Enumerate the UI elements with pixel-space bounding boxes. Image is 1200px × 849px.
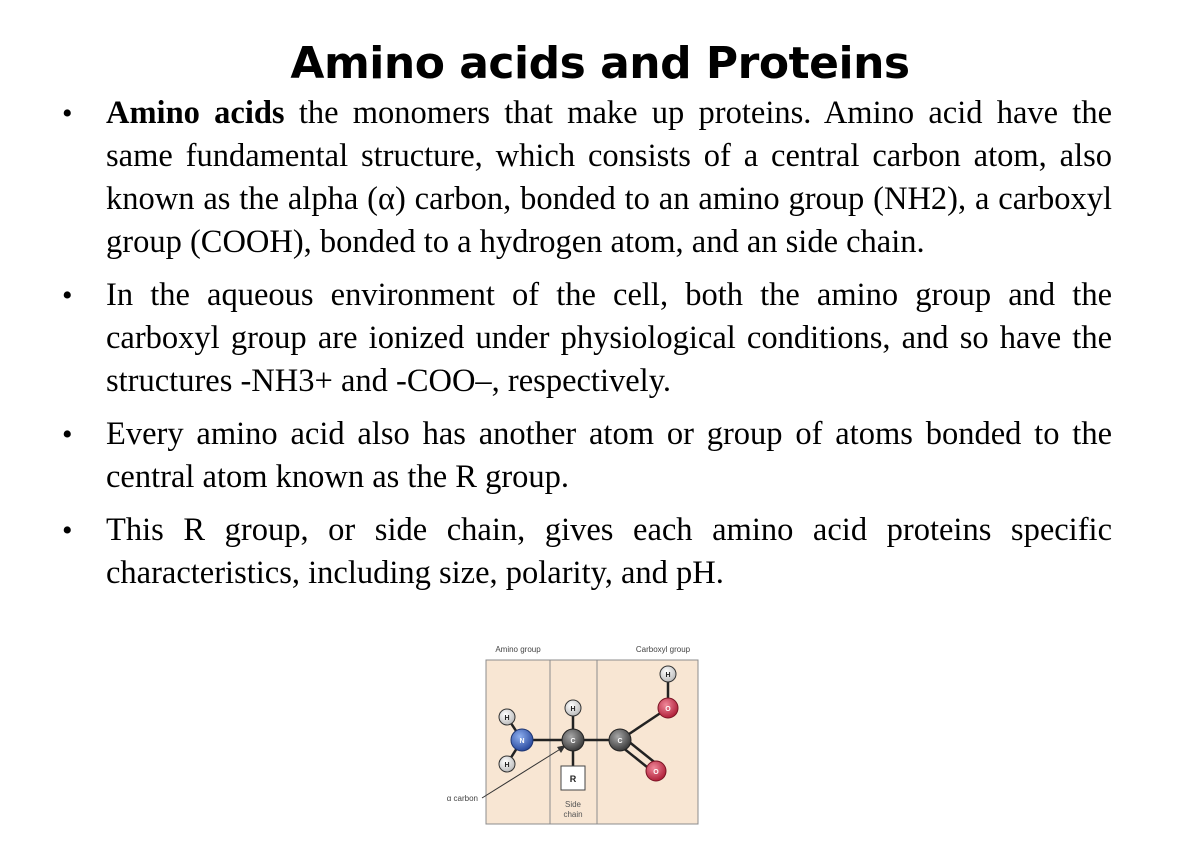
bullet-marker: • — [62, 279, 73, 312]
bullet-text: In the aqueous environment of the cell, both the amino group and the carboxyl group are ionized under physiological conditions, and so have the structures -NH3+ and -COO–, respectively. — [106, 277, 1112, 399]
bullet-marker: • — [62, 418, 73, 451]
nitrogen-label: N — [519, 738, 525, 745]
bullet-marker: • — [62, 97, 73, 130]
bullet-marker: • — [62, 514, 73, 547]
bullet-body: the monomers that make up proteins. Amino acid have the same fundamental structure, which consists of a central carbon atom, also known as the alpha (α) carbon, bonded to an amino group (NH2), a carboxyl group (COOH), bonded to a hydrogen atom, and an side chain. — [106, 95, 1113, 260]
carbon-label: C — [570, 738, 576, 745]
amino-acid-svg — [430, 640, 720, 830]
bullet-text: This R group, or side chain, gives each amino acid proteins specific characteristics, including size, polarity, and pH. — [106, 512, 1112, 591]
alpha-carbon-label: α carbon — [446, 794, 478, 803]
carboxyl-group-label: Carboxyl group — [635, 645, 691, 654]
hydrogen-label: H — [570, 706, 576, 713]
bullet-text: Every amino acid also has another atom or group of atoms bonded to the central atom known as the R group. — [106, 416, 1112, 495]
r-group-label: R — [569, 774, 577, 784]
side-chain-label: chain — [563, 810, 583, 819]
bold-term: Amino acids — [106, 95, 285, 131]
bullet-item — [62, 413, 1112, 499]
carbon-label: C — [617, 738, 623, 745]
amino-group-label: Amino group — [495, 645, 541, 654]
bullet-item — [62, 509, 1112, 595]
bullet-item — [62, 92, 1112, 264]
slide-title: Amino acids and Proteins — [290, 38, 910, 89]
bullet-item — [62, 274, 1112, 403]
bullet-list — [62, 92, 1112, 605]
hydrogen-label: H — [665, 672, 671, 679]
hydrogen-label: H — [504, 715, 510, 722]
amino-acid-structure-diagram — [430, 640, 720, 830]
oxygen-label: O — [665, 706, 671, 713]
side-chain-label: Side — [564, 800, 582, 809]
bullet-text — [106, 92, 1112, 264]
oxygen-label: O — [653, 769, 659, 776]
hydrogen-label: H — [504, 762, 510, 769]
